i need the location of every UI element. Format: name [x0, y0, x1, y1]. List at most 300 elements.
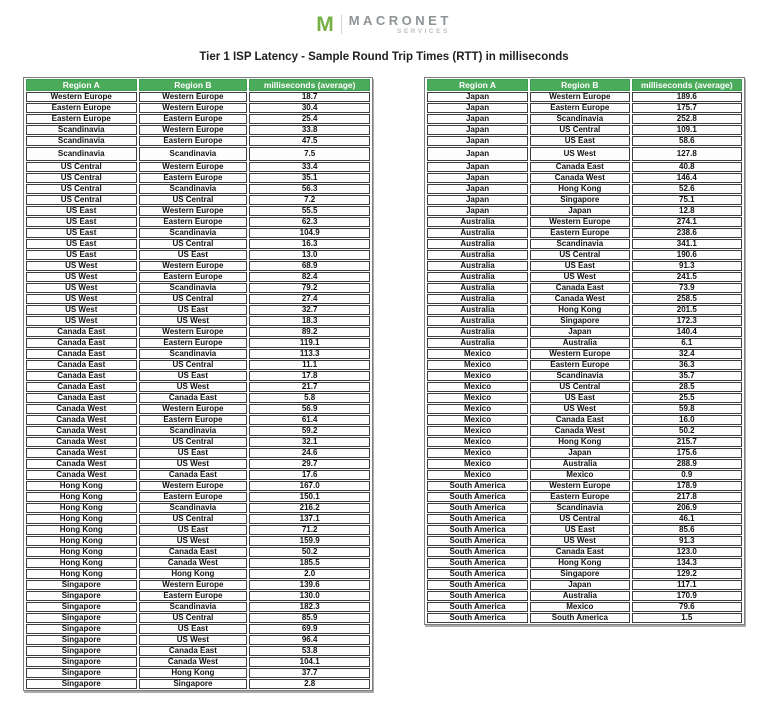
- latency-cell: 178.9: [632, 481, 742, 491]
- latency-cell: 30.4: [249, 103, 370, 113]
- region-a-cell: Mexico: [427, 437, 528, 447]
- region-b-cell: Scandinavia: [139, 426, 248, 436]
- latency-cell: 79.2: [249, 283, 370, 293]
- region-a-cell: Hong Kong: [26, 481, 137, 491]
- region-a-cell: US West: [26, 305, 137, 315]
- region-a-cell: Japan: [427, 103, 528, 113]
- region-b-cell: Canada West: [139, 558, 248, 568]
- region-b-cell: Eastern Europe: [139, 492, 248, 502]
- page-title: Tier 1 ISP Latency - Sample Round Trip Times (RTT) in milliseconds: [199, 51, 569, 63]
- region-b-cell: Scandinavia: [530, 114, 630, 124]
- region-a-cell: Hong Kong: [26, 547, 137, 557]
- latency-cell: 73.9: [632, 283, 742, 293]
- region-a-cell: Japan: [427, 92, 528, 102]
- latency-cell: 2.8: [249, 679, 370, 689]
- region-b-cell: Canada West: [530, 173, 630, 183]
- region-a-cell: South America: [427, 492, 528, 502]
- region-b-cell: Western Europe: [139, 481, 248, 491]
- region-a-cell: Canada West: [26, 404, 137, 414]
- latency-cell: 61.4: [249, 415, 370, 425]
- region-b-cell: Eastern Europe: [530, 492, 630, 502]
- table-row: [26, 206, 370, 216]
- region-a-cell: Singapore: [26, 591, 137, 601]
- region-a-cell: US East: [26, 228, 137, 238]
- logo-name: MACRONET: [348, 13, 452, 28]
- latency-cell: 33.4: [249, 162, 370, 172]
- latency-cell: 175.7: [632, 103, 742, 113]
- logo-text: [349, 14, 452, 35]
- latency-cell: 75.1: [632, 195, 742, 205]
- region-b-cell: South America: [530, 613, 630, 623]
- region-b-cell: US Central: [139, 294, 248, 304]
- latency-cell: 0.9: [632, 470, 742, 480]
- region-b-cell: Canada East: [530, 162, 630, 172]
- latency-cell: 189.6: [632, 92, 742, 102]
- region-b-cell: Canada East: [139, 646, 248, 656]
- latency-cell: 170.9: [632, 591, 742, 601]
- table-row: [26, 239, 370, 249]
- latency-cell: 130.0: [249, 591, 370, 601]
- table-row: [26, 136, 370, 146]
- latency-cell: 28.5: [632, 382, 742, 392]
- column-header: milliseconds (average): [249, 79, 370, 91]
- region-b-cell: Eastern Europe: [139, 338, 248, 348]
- region-b-cell: US West: [139, 536, 248, 546]
- region-b-cell: Canada West: [530, 426, 630, 436]
- latency-cell: 89.2: [249, 327, 370, 337]
- latency-cell: 146.4: [632, 173, 742, 183]
- table-row: [427, 136, 742, 146]
- table-row: [427, 103, 742, 113]
- column-header: Region A: [427, 79, 528, 91]
- region-b-cell: Western Europe: [530, 481, 630, 491]
- region-b-cell: US Central: [139, 239, 248, 249]
- region-a-cell: Hong Kong: [26, 525, 137, 535]
- region-a-cell: Singapore: [26, 613, 137, 623]
- region-a-cell: Singapore: [26, 624, 137, 634]
- latency-cell: 69.9: [249, 624, 370, 634]
- region-b-cell: US West: [139, 635, 248, 645]
- region-a-cell: Canada West: [26, 459, 137, 469]
- latency-cell: 119.1: [249, 338, 370, 348]
- region-a-cell: Mexico: [427, 393, 528, 403]
- latency-cell: 217.8: [632, 492, 742, 502]
- table-row: [427, 195, 742, 205]
- table-row: [427, 125, 742, 135]
- region-a-cell: Canada East: [26, 349, 137, 359]
- region-a-cell: Scandinavia: [26, 125, 137, 135]
- region-a-cell: US Central: [26, 173, 137, 183]
- latency-table-right: [424, 77, 745, 625]
- column-header: Region B: [139, 79, 248, 91]
- region-a-cell: Singapore: [26, 657, 137, 667]
- latency-cell: 52.6: [632, 184, 742, 194]
- region-a-cell: Hong Kong: [26, 536, 137, 546]
- region-b-cell: Australia: [530, 338, 630, 348]
- region-b-cell: US East: [139, 250, 248, 260]
- region-a-cell: Canada East: [26, 338, 137, 348]
- region-b-cell: Western Europe: [139, 162, 248, 172]
- region-a-cell: Mexico: [427, 448, 528, 458]
- region-a-cell: Scandinavia: [26, 136, 137, 146]
- table-row: [427, 316, 742, 326]
- region-b-cell: US Central: [139, 195, 248, 205]
- region-a-cell: South America: [427, 580, 528, 590]
- region-a-cell: Japan: [427, 206, 528, 216]
- region-a-cell: US West: [26, 261, 137, 271]
- region-b-cell: Canada West: [139, 657, 248, 667]
- region-a-cell: Mexico: [427, 426, 528, 436]
- latency-cell: 288.9: [632, 459, 742, 469]
- region-a-cell: Australia: [427, 250, 528, 260]
- table-row: [26, 569, 370, 579]
- table-row: [427, 481, 742, 491]
- region-b-cell: US East: [139, 624, 248, 634]
- table-row: [427, 613, 742, 623]
- table-row: [427, 305, 742, 315]
- macronet-m-icon: M: [316, 12, 334, 36]
- latency-cell: 35.7: [632, 371, 742, 381]
- table-row: [26, 162, 370, 172]
- table-row: [26, 635, 370, 645]
- table-row: [427, 173, 742, 183]
- table-row: [26, 536, 370, 546]
- latency-cell: 252.8: [632, 114, 742, 124]
- region-b-cell: Canada East: [139, 547, 248, 557]
- region-b-cell: Canada East: [139, 393, 248, 403]
- region-a-cell: Canada West: [26, 426, 137, 436]
- latency-cell: 40.8: [632, 162, 742, 172]
- table-row: [26, 668, 370, 678]
- region-a-cell: South America: [427, 613, 528, 623]
- table-row: [26, 184, 370, 194]
- table-row: [26, 646, 370, 656]
- region-a-cell: US East: [26, 206, 137, 216]
- region-b-cell: Australia: [530, 459, 630, 469]
- latency-cell: 71.2: [249, 525, 370, 535]
- table-row: [26, 371, 370, 381]
- region-b-cell: Hong Kong: [139, 668, 248, 678]
- table-row: [427, 393, 742, 403]
- latency-cell: 91.3: [632, 536, 742, 546]
- region-b-cell: Japan: [530, 206, 630, 216]
- region-b-cell: US Central: [530, 514, 630, 524]
- latency-cell: 109.1: [632, 125, 742, 135]
- region-b-cell: Eastern Europe: [530, 228, 630, 238]
- latency-cell: 167.0: [249, 481, 370, 491]
- latency-cell: 182.3: [249, 602, 370, 612]
- region-b-cell: Western Europe: [139, 327, 248, 337]
- region-a-cell: Mexico: [427, 382, 528, 392]
- table-row: [427, 492, 742, 502]
- latency-cell: 1.5: [632, 613, 742, 623]
- table-row: [26, 217, 370, 227]
- region-b-cell: Western Europe: [139, 261, 248, 271]
- region-b-cell: Eastern Europe: [139, 114, 248, 124]
- region-b-cell: US East: [530, 136, 630, 146]
- latency-cell: 18.7: [249, 92, 370, 102]
- region-a-cell: Mexico: [427, 371, 528, 381]
- latency-cell: 50.2: [249, 547, 370, 557]
- region-b-cell: Scandinavia: [139, 503, 248, 513]
- region-a-cell: US West: [26, 272, 137, 282]
- region-b-cell: Japan: [530, 327, 630, 337]
- region-b-cell: US West: [139, 316, 248, 326]
- table-row: [26, 382, 370, 392]
- region-b-cell: Western Europe: [139, 206, 248, 216]
- table-row: [427, 217, 742, 227]
- region-a-cell: US West: [26, 316, 137, 326]
- table-row: [427, 536, 742, 546]
- table-row: [26, 393, 370, 403]
- latency-cell: 137.1: [249, 514, 370, 524]
- latency-cell: 7.5: [249, 147, 370, 161]
- region-a-cell: Australia: [427, 217, 528, 227]
- region-b-cell: US East: [139, 525, 248, 535]
- table-row: [26, 327, 370, 337]
- table-row: [26, 404, 370, 414]
- latency-cell: 258.5: [632, 294, 742, 304]
- region-b-cell: Canada West: [530, 294, 630, 304]
- table-row: [427, 514, 742, 524]
- table-row: [26, 481, 370, 491]
- region-a-cell: Australia: [427, 272, 528, 282]
- region-a-cell: Canada West: [26, 437, 137, 447]
- table-row: [26, 360, 370, 370]
- region-b-cell: US Central: [530, 125, 630, 135]
- table-row: [26, 316, 370, 326]
- latency-cell: 36.3: [632, 360, 742, 370]
- table-row: [427, 404, 742, 414]
- region-b-cell: Singapore: [530, 569, 630, 579]
- region-b-cell: Scandinavia: [139, 349, 248, 359]
- region-a-cell: US East: [26, 217, 137, 227]
- latency-cell: 113.3: [249, 349, 370, 359]
- column-header: Region B: [530, 79, 630, 91]
- region-b-cell: Western Europe: [139, 92, 248, 102]
- region-a-cell: Mexico: [427, 360, 528, 370]
- region-a-cell: South America: [427, 525, 528, 535]
- latency-cell: 32.7: [249, 305, 370, 315]
- region-b-cell: Eastern Europe: [139, 217, 248, 227]
- region-a-cell: South America: [427, 591, 528, 601]
- table-row: [427, 228, 742, 238]
- header-row: [427, 79, 742, 91]
- region-a-cell: Singapore: [26, 679, 137, 689]
- latency-cell: 123.0: [632, 547, 742, 557]
- region-a-cell: Western Europe: [26, 92, 137, 102]
- region-b-cell: Australia: [530, 591, 630, 601]
- region-a-cell: Singapore: [26, 668, 137, 678]
- region-a-cell: Mexico: [427, 349, 528, 359]
- region-b-cell: Hong Kong: [530, 184, 630, 194]
- table-row: [427, 437, 742, 447]
- region-a-cell: Canada West: [26, 448, 137, 458]
- region-b-cell: Singapore: [530, 195, 630, 205]
- region-a-cell: Australia: [427, 261, 528, 271]
- region-a-cell: Hong Kong: [26, 492, 137, 502]
- region-a-cell: Japan: [427, 162, 528, 172]
- region-b-cell: Western Europe: [139, 404, 248, 414]
- region-b-cell: US East: [530, 525, 630, 535]
- table-row: [427, 591, 742, 601]
- region-a-cell: Hong Kong: [26, 503, 137, 513]
- region-a-cell: Australia: [427, 316, 528, 326]
- latency-cell: 27.4: [249, 294, 370, 304]
- latency-cell: 29.7: [249, 459, 370, 469]
- latency-cell: 17.8: [249, 371, 370, 381]
- table-row: [427, 338, 742, 348]
- latency-cell: 104.9: [249, 228, 370, 238]
- region-b-cell: Western Europe: [139, 125, 248, 135]
- region-b-cell: Eastern Europe: [139, 415, 248, 425]
- table-row: [427, 459, 742, 469]
- latency-cell: 46.1: [632, 514, 742, 524]
- latency-cell: 11.1: [249, 360, 370, 370]
- latency-cell: 12.8: [632, 206, 742, 216]
- latency-cell: 32.1: [249, 437, 370, 447]
- region-a-cell: South America: [427, 514, 528, 524]
- latency-cell: 175.6: [632, 448, 742, 458]
- region-a-cell: Mexico: [427, 470, 528, 480]
- latency-cell: 25.4: [249, 114, 370, 124]
- table-row: [26, 103, 370, 113]
- region-b-cell: Eastern Europe: [139, 136, 248, 146]
- latency-cell: 104.1: [249, 657, 370, 667]
- latency-cell: 190.6: [632, 250, 742, 260]
- table-row: [427, 283, 742, 293]
- latency-cell: 139.6: [249, 580, 370, 590]
- region-b-cell: Scandinavia: [530, 239, 630, 249]
- table-row: [427, 147, 742, 161]
- latency-cell: 18.3: [249, 316, 370, 326]
- table-row: [26, 272, 370, 282]
- table-row: [427, 426, 742, 436]
- table-row: [427, 250, 742, 260]
- table-row: [427, 382, 742, 392]
- region-a-cell: Hong Kong: [26, 558, 137, 568]
- latency-cell: 7.2: [249, 195, 370, 205]
- latency-cell: 185.5: [249, 558, 370, 568]
- table-row: [26, 503, 370, 513]
- region-b-cell: US East: [139, 305, 248, 315]
- region-a-cell: South America: [427, 503, 528, 513]
- latency-cell: 53.8: [249, 646, 370, 656]
- table-row: [427, 272, 742, 282]
- region-b-cell: US Central: [530, 250, 630, 260]
- region-a-cell: Canada East: [26, 371, 137, 381]
- region-a-cell: Japan: [427, 114, 528, 124]
- latency-cell: 341.1: [632, 239, 742, 249]
- region-b-cell: Singapore: [530, 316, 630, 326]
- region-b-cell: Western Europe: [139, 103, 248, 113]
- region-b-cell: US West: [139, 382, 248, 392]
- table-row: [427, 92, 742, 102]
- region-a-cell: Japan: [427, 173, 528, 183]
- table-row: [26, 92, 370, 102]
- latency-cell: 16.0: [632, 415, 742, 425]
- region-a-cell: Canada East: [26, 382, 137, 392]
- region-b-cell: Eastern Europe: [139, 591, 248, 601]
- table-row: [26, 602, 370, 612]
- region-a-cell: Japan: [427, 195, 528, 205]
- latency-cell: 82.4: [249, 272, 370, 282]
- region-a-cell: Australia: [427, 327, 528, 337]
- table-row: [26, 426, 370, 436]
- table-row: [427, 525, 742, 535]
- latency-cell: 79.6: [632, 602, 742, 612]
- latency-cell: 129.2: [632, 569, 742, 579]
- table-row: [427, 360, 742, 370]
- region-a-cell: South America: [427, 558, 528, 568]
- table-row: [26, 173, 370, 183]
- table-row: [26, 591, 370, 601]
- table-row: [26, 580, 370, 590]
- table-row: [26, 514, 370, 524]
- table-row: [26, 147, 370, 161]
- table-row: [26, 613, 370, 623]
- region-b-cell: US West: [530, 272, 630, 282]
- table-row: [26, 558, 370, 568]
- table-row: [427, 503, 742, 513]
- region-b-cell: Canada East: [139, 470, 248, 480]
- table-row: [26, 305, 370, 315]
- region-b-cell: US Central: [139, 514, 248, 524]
- region-a-cell: South America: [427, 536, 528, 546]
- latency-cell: 21.7: [249, 382, 370, 392]
- table-row: [427, 602, 742, 612]
- table-row: [26, 114, 370, 124]
- latency-cell: 16.3: [249, 239, 370, 249]
- region-a-cell: Singapore: [26, 580, 137, 590]
- latency-cell: 201.5: [632, 305, 742, 315]
- region-a-cell: US Central: [26, 184, 137, 194]
- region-a-cell: South America: [427, 602, 528, 612]
- latency-cell: 5.8: [249, 393, 370, 403]
- region-b-cell: Hong Kong: [530, 305, 630, 315]
- latency-cell: 117.1: [632, 580, 742, 590]
- header-row: [26, 79, 370, 91]
- table-row: [427, 415, 742, 425]
- table-row: [26, 657, 370, 667]
- region-a-cell: South America: [427, 547, 528, 557]
- table-row: [26, 459, 370, 469]
- table-row: [427, 558, 742, 568]
- table-row: [427, 239, 742, 249]
- table-row: [26, 125, 370, 135]
- table-row: [427, 162, 742, 172]
- latency-cell: 33.8: [249, 125, 370, 135]
- region-b-cell: US East: [530, 261, 630, 271]
- region-b-cell: Eastern Europe: [530, 360, 630, 370]
- region-a-cell: US Central: [26, 162, 137, 172]
- macronet-logo: [0, 14, 768, 35]
- latency-cell: 2.0: [249, 569, 370, 579]
- table-row: [427, 184, 742, 194]
- latency-cell: 32.4: [632, 349, 742, 359]
- latency-cell: 56.9: [249, 404, 370, 414]
- latency-cell: 238.6: [632, 228, 742, 238]
- region-a-cell: Singapore: [26, 646, 137, 656]
- table-row: [26, 547, 370, 557]
- latency-cell: 85.9: [249, 613, 370, 623]
- region-b-cell: Eastern Europe: [139, 272, 248, 282]
- table-row: [26, 624, 370, 634]
- region-b-cell: US West: [530, 536, 630, 546]
- latency-cell: 206.9: [632, 503, 742, 513]
- region-a-cell: Japan: [427, 184, 528, 194]
- region-a-cell: US West: [26, 283, 137, 293]
